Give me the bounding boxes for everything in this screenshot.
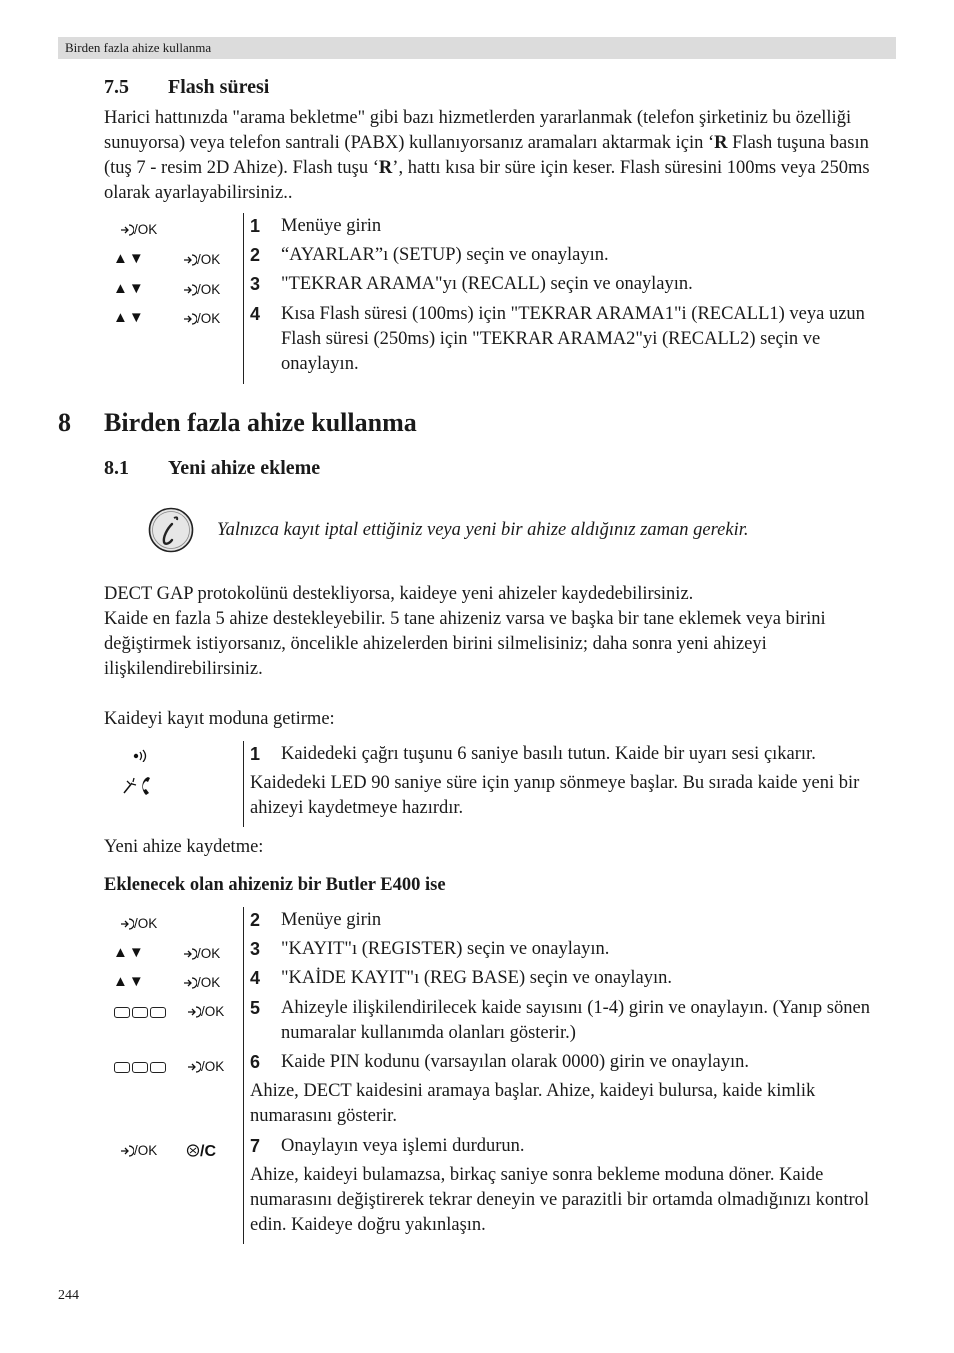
flash-intro-paragraph: Harici hattınızda "arama bekletme" gibi bazı hizmetlerden yararlanmak (telefon şirketiniz bu özelliği sunuyorsa) veya telefon santrali (PABX) kullanıyorsanız aramaları aktarmak için ‘R Flash tuşuna basın (tuş 7 - resim 2D Ahize). Flash tuşu ‘R’, hattı kısa bir süre için keser. Flash süresini 100ms veya 250ms olarak ayarlayabilirsiniz.. xyxy=(104,108,870,203)
ok-key-icon: /OK xyxy=(187,1004,224,1019)
steps-divider xyxy=(243,213,244,384)
r-key-label: R xyxy=(714,133,728,153)
clear-key-icon: /C xyxy=(186,1143,216,1161)
nav-arrows-icon: ▲▼ xyxy=(113,280,145,297)
running-header: Birden fazla ahize kullanma xyxy=(58,37,896,59)
nav-arrows-icon: ▲▼ xyxy=(113,250,145,267)
new-handset-register-intro: Yeni ahize kaydetme: xyxy=(104,837,264,857)
number-keys-icon xyxy=(114,1062,166,1073)
butler-e400-subheading: Eklenecek olan ahizeniz bir Butler E400 ise xyxy=(104,875,446,895)
nav-arrows-icon: ▲▼ xyxy=(113,973,145,990)
base-call-button-icon xyxy=(132,748,148,762)
handset-limit-paragraph: Kaide en fazla 5 ahize destekleyebilir. 5 tane ahizeniz varsa ve başka bir tane eklemek veya birini değiştirmek istiyorsanız, öncelikle ahizelerden birini silmelisiniz; daha sonra yeni ahizeyi ilişkilendirebilirsiniz. xyxy=(104,609,826,679)
blinking-led-handset-icon xyxy=(122,775,156,797)
register-step-4: 4 "KAİDE KAYIT"ı (REG BASE) seçin ve onaylayın. xyxy=(250,968,673,988)
base-step-1: 1 Kaidedeki çağrı tuşunu 6 saniye basılı tutun. Kaide bir uyarı sesi çıkarır. xyxy=(250,744,816,764)
register-step-5: 5 Ahizeyle ilişkilendirilecek kaide sayısını (1-4) girin ve onaylayın. (Yanıp sönen numaralar kullanımda olanları gösterir.) xyxy=(250,998,870,1043)
steps-divider xyxy=(243,741,244,827)
flash-step-3: 3 "TEKRAR ARAMA"yı (RECALL) seçin ve onaylayın. xyxy=(250,274,693,294)
chapter-number-8: 8 xyxy=(58,408,71,437)
steps-divider xyxy=(243,907,244,1244)
r-key-label: R xyxy=(378,158,393,178)
base-register-intro: Kaideyi kayıt moduna getirme: xyxy=(104,709,335,729)
nav-arrows-icon: ▲▼ xyxy=(113,944,145,961)
ok-key-icon: /OK xyxy=(183,975,220,990)
section-title-flash: Flash süresi xyxy=(168,76,270,98)
ok-key-icon: /OK xyxy=(187,1059,224,1074)
register-step-2: 2 Menüye girin xyxy=(250,910,382,930)
section-title-new-handset: Yeni ahize ekleme xyxy=(168,457,321,479)
ok-key-icon: /OK xyxy=(120,222,157,237)
ok-key-icon: /OK xyxy=(183,311,220,326)
ok-key-icon: /OK xyxy=(120,1143,157,1158)
ok-key-icon: /OK xyxy=(120,916,157,931)
ok-key-icon: /OK xyxy=(183,282,220,297)
info-note: Yalnızca kayıt iptal ettiğiniz veya yeni bir ahize aldığınız zaman gerekir. xyxy=(217,520,749,540)
register-step-6-note: Ahize, DECT kaidesini aramaya başlar. Ahize, kaideyi bulursa, kaide kimlik numarasını gösterir. xyxy=(250,1081,816,1126)
register-step-3: 3 "KAYIT"ı (REGISTER) seçin ve onaylayın. xyxy=(250,939,610,959)
dect-gap-paragraph: DECT GAP protokolünü destekliyorsa, kaideye yeni ahizeler kaydedebilirsiniz. xyxy=(104,584,694,604)
register-step-7-note: Ahize, kaideyi bulamazsa, birkaç saniye sonra bekleme moduna döner. Kaide numarasını değiştirerek tekrar deneyin ve parazitli bir ortamda olmadığınızı kontrol edin. Kaideye doğru yakınlaşın. xyxy=(250,1165,870,1235)
nav-arrows-icon: ▲▼ xyxy=(113,309,145,326)
number-keys-icon xyxy=(114,1007,166,1018)
page-number: 244 xyxy=(58,1288,79,1303)
section-number-7-5: 7.5 xyxy=(104,76,129,98)
register-step-6: 6 Kaide PIN kodunu (varsayılan olarak 0000) girin ve onaylayın. xyxy=(250,1052,750,1072)
ok-key-icon: /OK xyxy=(183,252,220,267)
flash-step-2: 2 “AYARLAR”ı (SETUP) seçin ve onaylayın. xyxy=(250,245,609,265)
info-icon xyxy=(148,507,194,553)
chapter-title: Birden fazla ahize kullanma xyxy=(104,408,417,437)
flash-step-1: 1 Menüye girin xyxy=(250,216,382,236)
section-number-8-1: 8.1 xyxy=(104,457,129,479)
ok-key-icon: /OK xyxy=(183,946,220,961)
flash-step-4: 4 Kısa Flash süresi (100ms) için "TEKRAR ARAMA1"i (RECALL1) veya uzun Flash süresi (250ms) için "TEKRAR ARAMA2"yi (RECALL2) seçin ve onaylayın. xyxy=(250,304,865,374)
base-step-note: Kaidedeki LED 90 saniye süre için yanıp sönmeye başlar. Bu sırada kaide yeni bir ahizeyi kaydetmeye hazırdır. xyxy=(250,773,860,818)
register-step-7: 7 Onaylayın veya işlemi durdurun. xyxy=(250,1136,525,1156)
